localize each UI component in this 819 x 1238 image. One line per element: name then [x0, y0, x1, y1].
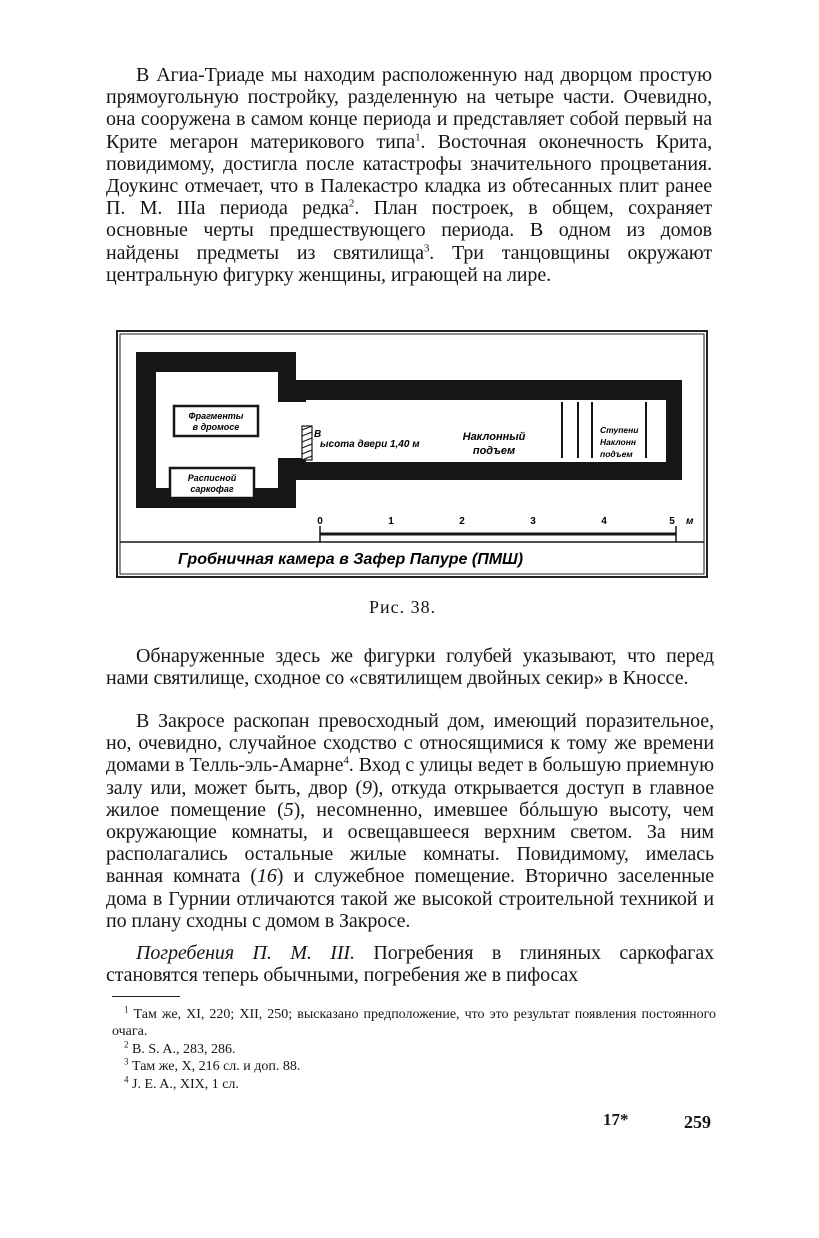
footnote-1-text: Там же, XI, 220; XII, 250; высказано предположение, что это результат появления постоянного очага.: [112, 1007, 716, 1040]
room-ref-16: 16: [256, 865, 277, 888]
footnote-1: [112, 1006, 716, 1041]
figure-title: Гробничная камера в Зафер Папуре (ПМШ): [178, 551, 524, 568]
label-fragments-line1: Фрагменты: [188, 411, 244, 421]
paragraph-3-text-a: В Закросе раскопан превосходный дом, имеющий поразительное, но, очевидно, случайное сходство с относящимися к тому же времени домами в Телль-эль-Амарне: [106, 710, 714, 777]
figure-caption: Рис. 38.: [369, 597, 437, 617]
paragraph-2: Обнаруженные здесь же фигурки голубей указывают, что перед нами святилище, сходное со «святилищем двойных секир» в Кноссе.: [106, 645, 714, 690]
footnote-3-text: Там же, X, 216 сл. и доп. 88.: [128, 1059, 301, 1075]
paragraph-3-text-b: . Вход с улицы ведет в большую приемную залу или, может быть, двор (: [106, 754, 714, 799]
label-ramp-line1: Наклонный: [462, 431, 526, 443]
paragraph-1-text-d: . Три танцовщины окружают центральную фигурку женщины, играющей на лире.: [106, 241, 712, 286]
paragraph-1-text-c: . План построек, в общем, сохраняет основные черты предшествующего периода. В одном из домов найдены предметы из святилища: [106, 197, 713, 264]
footnote-ref-4: 4: [343, 754, 349, 767]
footnote-ref-3: 3: [423, 241, 430, 254]
scale-bar: [320, 526, 676, 542]
scale-tick-1: 1: [388, 516, 394, 527]
footnote-divider: [112, 996, 180, 997]
footnote-4-text: J. E. A., XIX, 1 сл.: [128, 1076, 239, 1092]
scale-tick-4: 4: [601, 516, 607, 527]
paragraph-3-text-e: ) и служебное помещение. Вторично заселенные дома в Гурнии отличаются такой же высокой строительной техникой и по плану сходны с домом в Закросе.: [106, 865, 714, 932]
paragraph-4: [106, 942, 714, 986]
scale-tick-5: 5: [669, 516, 675, 527]
paragraph-3-text-d: ), несомненно, имевшее бóльшую высоту, чем окружающие комнаты, и освещавшееся верхним светом. За ним располагались остальные жилые комнаты. Повидимому, имелась ванная комната (: [106, 798, 714, 888]
label-sarcophagus-line1: Расписной: [187, 473, 237, 483]
scale-tick-3: 3: [530, 516, 536, 527]
label-door-line1: В: [314, 429, 322, 440]
door-hatching: [302, 426, 312, 460]
paragraph-1-text-a: В Агиа-Триаде мы находим расположенную над дворцом простую прямоугольную постройку, разделенную на четыре части. Очевидно, она сооружена в самом конце периода и представляет собой первый на Крите мегарон материкового типа: [106, 64, 712, 153]
footnotes: [112, 1006, 716, 1093]
paragraph-3-text-c: ), откуда открывается доступ в главное жилое помещение (: [106, 776, 714, 821]
footnote-4: [112, 1073, 716, 1093]
room-ref-5: 5: [283, 798, 294, 821]
paragraph-1-text-b: . Восточная оконечность Крита, повидимому, достигла после катастрофы значительного процветания. Доукинс отмечает, что в Палекастро кладка из обтесанных плит ранее П. М. IIIа периода редка: [106, 130, 713, 220]
page-number: 259: [684, 1112, 711, 1132]
section-heading-burials: Погребения П. М. III.: [136, 942, 355, 964]
footnote-3-number: 3: [124, 1056, 129, 1067]
footnote-1-number: 1: [124, 1004, 129, 1015]
label-door-line2: ысота двери 1,40 м: [320, 439, 420, 450]
label-steps-line3: подъем: [600, 449, 633, 459]
label-fragments-line2: в дромосе: [192, 422, 240, 432]
label-sarcophagus-line2: саркофаг: [190, 484, 234, 494]
footnote-2-text: B. S. A., 283, 286.: [128, 1041, 236, 1057]
signature-mark: 17*: [603, 1110, 629, 1129]
paragraph-3: [106, 710, 714, 932]
footnote-ref-2: 2: [348, 197, 355, 210]
room-ref-9: 9: [361, 776, 372, 799]
footnote-4-number: 4: [124, 1073, 129, 1084]
tomb-plan-figure: [116, 330, 708, 578]
label-ramp-line2: подъем: [472, 445, 516, 457]
label-steps-line2: Наклонн: [600, 437, 637, 447]
footnote-3: [112, 1058, 716, 1075]
paragraph-1: [106, 64, 712, 286]
paragraph-4-text: Погребения в глиняных саркофагах становятся теперь обычными, погребения же в пифосах: [106, 942, 714, 987]
footnote-2: [112, 1041, 716, 1058]
footnote-2-number: 2: [124, 1039, 129, 1050]
footnote-ref-1: 1: [415, 130, 421, 143]
scale-tick-0: 0: [317, 516, 323, 527]
scale-tick-2: 2: [459, 516, 465, 527]
label-steps-line1: Ступени: [600, 425, 639, 435]
scale-unit: м: [686, 516, 694, 527]
